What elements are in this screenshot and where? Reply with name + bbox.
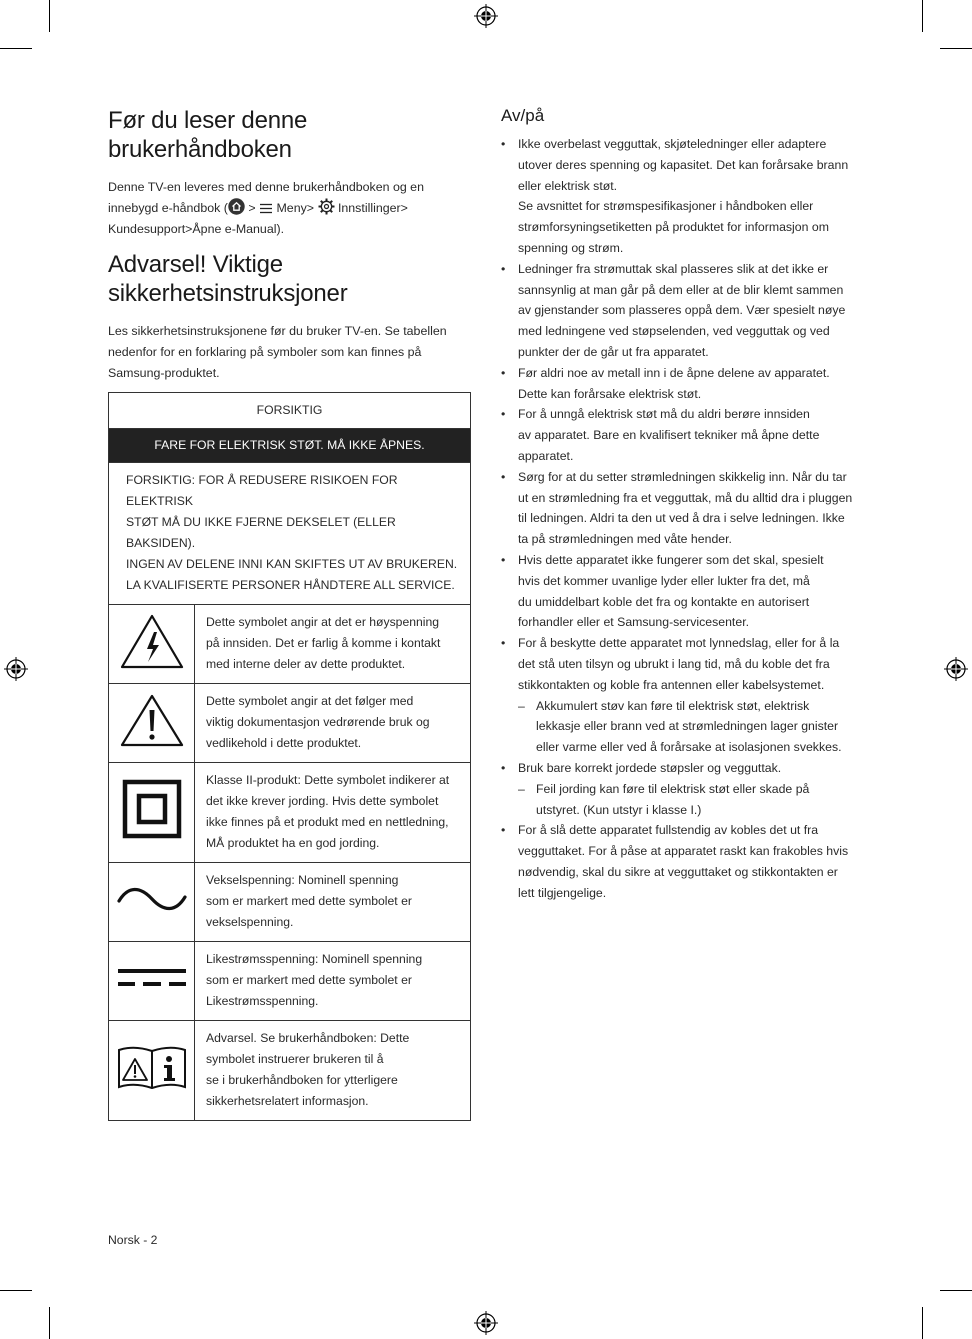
description-line: som er markert med dette symbolet er xyxy=(206,894,412,908)
caution-line: LA KVALIFISERTE PERSONER HÅNDTERE ALL SERVICE. xyxy=(126,578,455,592)
list-item xyxy=(501,633,869,758)
table-caution-text xyxy=(109,463,471,605)
list-item xyxy=(501,820,869,903)
intro-text: Denne TV-en leveres med denne brukerhåndboken og en xyxy=(108,180,424,194)
description-line: viktig dokumentasjon vedrørende bruk og xyxy=(206,715,430,729)
description-line: Dette symbolet angir at det er høyspenning xyxy=(206,615,440,629)
bullet-line: sannsynlig at man går på dem eller at de blir klemt sammen xyxy=(518,282,844,297)
symbol-description xyxy=(195,605,471,684)
crop-mark xyxy=(940,48,972,49)
bullet-line: stikkontakten og koble fra antennen eller kabelsystemet. xyxy=(518,677,825,692)
registration-mark-icon xyxy=(474,4,498,28)
home-icon xyxy=(228,198,245,215)
paragraph-line: Samsung-produktet. xyxy=(108,366,220,380)
bullet-line: forhandler eller et Samsung-servicesenter. xyxy=(518,615,750,630)
class-ii-double-square-icon xyxy=(122,779,182,839)
bullet-line: Dette kan forårsake elektrisk støt. xyxy=(518,386,702,401)
bullet-line: spenning og strøm. xyxy=(518,240,624,255)
sub-bullet-line: Feil jording kan føre til elektrisk støt eller skade på xyxy=(536,781,810,796)
sub-list-item xyxy=(518,779,869,821)
description-line: Likestrømsspenning: Nominell spenning xyxy=(206,952,423,966)
list-item xyxy=(501,134,869,259)
bullet-line: hvis det kommer uvanlige lyder eller lukter fra det, må xyxy=(518,573,810,588)
description-line: vekselspenning. xyxy=(206,915,294,929)
intro-paragraph xyxy=(108,177,468,240)
caution-line: INGEN AV DELENE INNI KAN SKIFTES UT AV BRUKEREN. xyxy=(126,557,458,571)
caution-line: STØT MÅ DU IKKE FJERNE DEKSELET (ELLER BAKSIDEN). xyxy=(126,515,396,550)
table-danger-banner: FARE FOR ELEKTRISK STØT. MÅ IKKE ÅPNES. xyxy=(109,429,471,463)
section-power xyxy=(501,106,869,903)
symbol-cell xyxy=(109,684,195,763)
description-line: Vekselspenning: Nominell spenning xyxy=(206,873,399,887)
bullet-line: vegguttaket. For å påse at apparatet raskt kan frakobles hvis xyxy=(518,844,849,859)
crop-mark xyxy=(922,0,923,32)
bullet-line: apparatet. xyxy=(518,448,574,463)
heading-before-reading xyxy=(108,106,468,164)
crop-mark xyxy=(0,48,32,49)
symbol-description xyxy=(195,863,471,942)
heading-line: brukerhåndboken xyxy=(108,136,292,163)
registration-mark-icon xyxy=(474,1311,498,1335)
list-item xyxy=(501,404,869,466)
symbol-cell xyxy=(109,763,195,863)
menu-label: Meny xyxy=(276,201,307,215)
sub-list-item xyxy=(518,696,869,758)
high-voltage-icon xyxy=(119,612,185,670)
heading-line: Advarsel! Viktige xyxy=(108,251,283,278)
table-row xyxy=(109,863,471,942)
bullet-line: For å unngå elektrisk støt må du aldri berøre innsiden xyxy=(518,407,810,422)
path-separator: > xyxy=(306,201,315,215)
caution-line: FORSIKTIG: FOR Å REDUSERE RISIKOEN FOR ELEKTRISK xyxy=(126,473,398,508)
bullet-line: ta på strømledningen med våte hender. xyxy=(518,532,732,547)
description-line: med interne deler av dette produktet. xyxy=(206,657,406,671)
exclamation-warning-icon xyxy=(119,692,185,748)
bullet-line: Hvis dette apparatet ikke fungerer som det skal, spesielt xyxy=(518,552,824,567)
settings-label: Innstillinger xyxy=(337,201,401,215)
list-item xyxy=(501,467,869,550)
description-line: på innsiden. Det er farlig å komme i kontakt xyxy=(206,636,441,650)
bullet-line: du umiddelbart koble det fra og kontakte en autorisert xyxy=(518,594,810,609)
dc-voltage-icon xyxy=(116,965,188,991)
list-item xyxy=(501,259,869,363)
description-line: Likestrømsspenning. xyxy=(206,994,319,1008)
sub-bullet-line: eller varme eller ved å forårsake at isolasjonen svekkes. xyxy=(536,740,842,755)
table-row xyxy=(109,1021,471,1121)
menu-icon xyxy=(259,202,273,215)
bullet-line: Ikke overbelast vegguttak, skjøteledninger eller adaptere xyxy=(518,137,827,151)
path-separator: > xyxy=(248,201,256,215)
bullet-line: Sørg for at du setter strømledningen skikkelig inn. Når du tar xyxy=(518,469,847,484)
table-row xyxy=(109,605,471,684)
description-line: Dette symbolet angir at det følger med xyxy=(206,694,414,708)
bullet-line: For å beskytte dette apparatet mot lynnedslag, eller for å la xyxy=(518,636,840,651)
crop-mark xyxy=(940,1290,972,1291)
table-row xyxy=(109,684,471,763)
bullet-line: av gjenstander som plasseres oppå dem. Vær spesielt nøye xyxy=(518,303,846,318)
description-line: sikkerhetsrelatert informasjon. xyxy=(206,1094,369,1108)
bullet-line: til ledningen. Aldri ta den ut ved å dra i selve ledningen. Ikke xyxy=(518,511,845,526)
emanual-label: Åpne e-Manual xyxy=(192,222,277,236)
path-separator: > xyxy=(185,222,193,236)
description-line: MÅ produktet ha en god jording. xyxy=(206,836,380,850)
power-bullet-list xyxy=(501,134,869,903)
intro-text: innebygd e-håndbok ( xyxy=(108,201,228,215)
symbol-cell xyxy=(109,605,195,684)
bullet-line: Ledninger fra strømuttak skal plasseres slik at det ikke er xyxy=(518,261,829,276)
crop-mark xyxy=(922,1307,923,1339)
bullet-line: utover deres spenning og kapasitet. Det kan forårsake brann xyxy=(518,157,849,172)
heading-line: sikkerhetsinstruksjoner xyxy=(108,280,348,307)
safety-intro-paragraph xyxy=(108,321,468,384)
bullet-line: lett tilgjengelige. xyxy=(518,885,607,900)
table-row xyxy=(109,942,471,1021)
gear-icon xyxy=(318,198,335,215)
section-before-reading xyxy=(108,106,468,240)
description-line: Klasse II-produkt: Dette symbolet indikerer at xyxy=(206,773,450,787)
description-line: det ikke krever jording. Hvis dette symbolet xyxy=(206,794,439,808)
heading-safety-warning xyxy=(108,250,468,308)
paragraph-line: Les sikkerhetsinstruksjonene før du bruker TV-en. Se tabellen xyxy=(108,324,447,338)
path-separator: > xyxy=(400,201,408,215)
registration-mark-icon xyxy=(4,657,28,681)
list-item xyxy=(501,550,869,633)
description-line: som er markert med dette symbolet er xyxy=(206,973,412,987)
sub-bullet-line: Akkumulert støv kan føre til elektrisk støt, elektrisk xyxy=(536,698,810,713)
heading-power: Av/på xyxy=(501,106,545,125)
paragraph-line: nedenfor for en forklaring på symboler som kan finnes på xyxy=(108,345,422,359)
bullet-line: strømforsyningsetiketten på produktet for informasjon om xyxy=(518,220,829,235)
bullet-line: med ledningene ved støpselenden, ved vegguttak og ved xyxy=(518,324,830,339)
description-line: ikke finnes på et produkt med en nettledning, xyxy=(206,815,449,829)
sub-bullet-line: utstyret. (Kun utstyr i klasse I.) xyxy=(536,802,702,817)
description-line: symbolet instruerer brukeren til å xyxy=(206,1052,384,1066)
list-item xyxy=(501,363,869,405)
sub-bullet-line: lekkasje eller brann ved at strømledningen lager gnister xyxy=(536,719,839,734)
registration-mark-icon xyxy=(944,657,968,681)
page-number: Norsk - 2 xyxy=(108,1233,158,1247)
symbol-description xyxy=(195,684,471,763)
crop-mark xyxy=(49,1307,50,1339)
consult-manual-icon xyxy=(116,1042,188,1092)
bullet-line: det stå uten tilsyn og ubrukt i lang tid, må du koble det fra xyxy=(518,656,830,671)
ac-sine-wave-icon xyxy=(116,884,188,914)
description-line: vedlikehold i dette produktet. xyxy=(206,736,362,750)
heading-line: Før du leser denne xyxy=(108,107,308,134)
table-header-caution: FORSIKTIG xyxy=(109,393,471,429)
section-safety-warning xyxy=(108,250,468,384)
bullet-line: Bruk bare korrekt jordede støpsler og vegguttak. xyxy=(518,760,782,775)
symbol-description xyxy=(195,1021,471,1121)
bullet-line: punkter der de går ut fra apparatet. xyxy=(518,344,709,359)
bullet-line: For å slå dette apparatet fullstendig av kobles det ut fra xyxy=(518,823,819,838)
bullet-line: ut en strømledning fra et vegguttak, må du alltid dra i pluggen xyxy=(518,490,853,505)
bullet-line: av apparatet. Bare en kvalifisert tekniker må åpne dette xyxy=(518,428,820,443)
crop-mark xyxy=(49,0,50,32)
table-row xyxy=(109,763,471,863)
bullet-line: Før aldri noe av metall inn i de åpne delene av apparatet. xyxy=(518,365,830,380)
description-line: se i brukerhåndboken for ytterligere xyxy=(206,1073,398,1087)
list-item xyxy=(501,758,869,820)
bullet-line: Se avsnittet for strømspesifikasjoner i håndboken eller xyxy=(518,199,814,214)
symbol-cell xyxy=(109,942,195,1021)
safety-symbols-table xyxy=(108,392,471,1121)
symbol-description xyxy=(195,763,471,863)
support-label: Kundesupport xyxy=(108,222,186,236)
symbol-description xyxy=(195,942,471,1021)
symbol-cell xyxy=(109,863,195,942)
intro-text: ). xyxy=(276,222,285,236)
symbol-cell xyxy=(109,1021,195,1121)
bullet-line: nødvendig, skal du sikre at vegguttaket og stikkontakten er xyxy=(518,864,838,879)
description-line: Advarsel. Se brukerhåndboken: Dette xyxy=(206,1031,410,1045)
crop-mark xyxy=(0,1290,32,1291)
bullet-line: eller elektrisk støt. xyxy=(518,178,618,193)
